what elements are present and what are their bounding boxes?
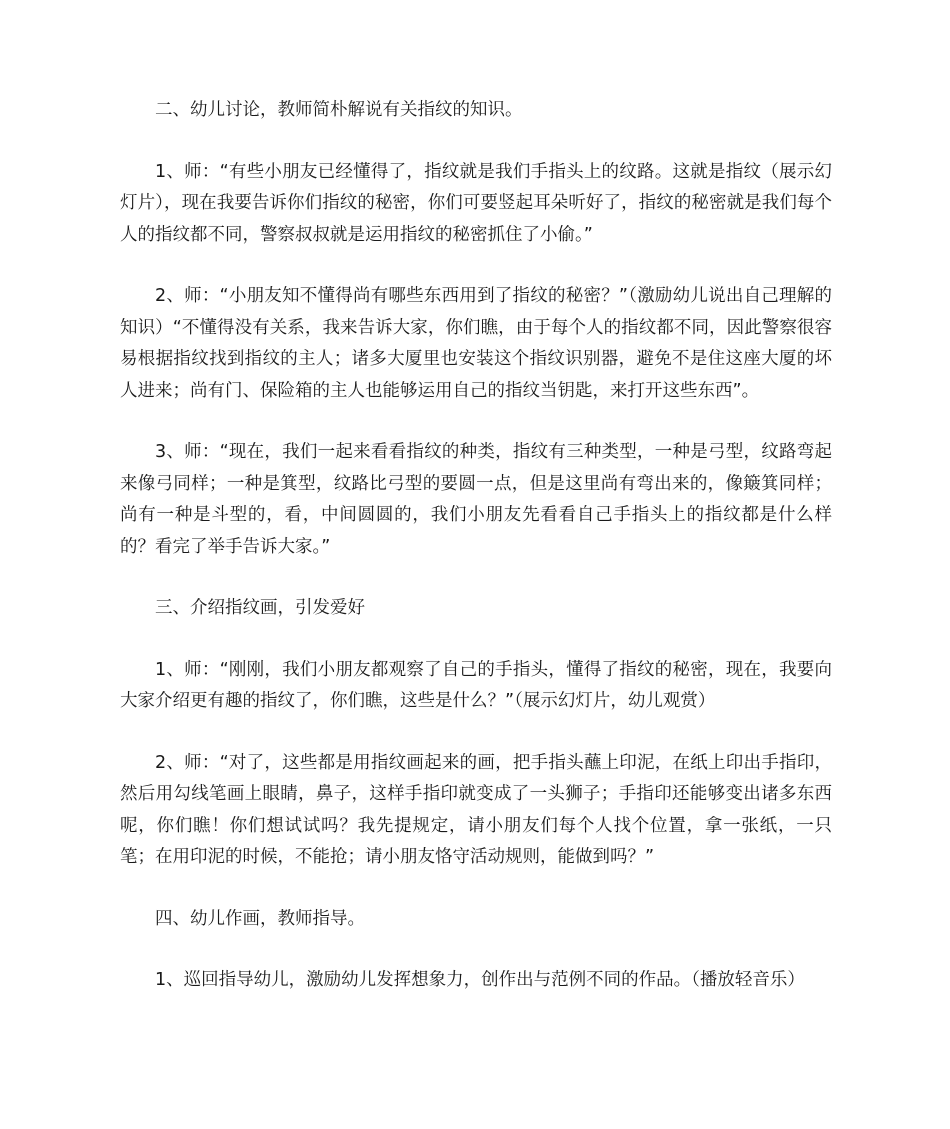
paragraph-fingerprint-uses: 2、师：“小朋友知不懂得尚有哪些东西用到了指纹的秘密？”（激励幼儿说出自己理解的知识）“不懂得没有关系，我来告诉大家，你们瞧，由于每个人的指纹都不同，因此警察很容易根据指纹找到指纹的主人；诸多大厦里也安装这个指纹识别器，避免不是住这座大厦的坏人进来；尚有门、保险箱的主人也能够运用自己的指纹当钥匙，来打开这些东西”。	[120, 286, 832, 401]
paragraph-painting-rules: 2、师：“对了，这些都是用指纹画起来的画，把手指头蘸上印泥，在纸上印出手指印，然后用勾线笔画上眼睛，鼻子，这样手指印就变成了一头狮子；手指印还能够变出诸多东西呢，你们瞧！你们想试试吗？我先提规定，请小朋友们每个人找个位置，拿一张纸，一只笔；在用印泥的时候，不能抢；请小朋友恪守活动规则，能做到吗？”	[120, 752, 832, 867]
paragraph-fingerprint-types: 3、师：“现在，我们一起来看看指纹的种类，指纹有三种类型，一种是弓型，纹路弯起来像弓同样；一种是箕型，纹路比弓型的要圆一点，但是这里尚有弯出来的，像簸箕同样；尚有一种是斗型的，看，中间圆圆的，我们小朋友先看看自己手指头上的指纹都是什么样的？看完了举手告诉大家。”	[120, 442, 832, 557]
section-heading-child-drawing: 四、幼儿作画，教师指导。	[155, 908, 365, 929]
section-heading-fingerprint-painting: 三、介绍指纹画，引发爱好	[155, 598, 365, 618]
paragraph-fingerprint-intro: 1、师：“有些小朋友已经懂得了，指纹就是我们手指头上的纹路。这就是指纹（展示幻灯片），现在我要告诉你们指纹的秘密，你们可要竖起耳朵听好了，指纹的秘密就是我们每个人的指纹都不同，警察叔叔就是运用指纹的秘密抓住了小偷。”	[120, 161, 832, 245]
paragraph-painting-intro: 1、师：“刚刚，我们小朋友都观察了自己的手指头，懂得了指纹的秘密，现在，我要向大家介绍更有趣的指纹了，你们瞧，这些是什么？”（展示幻灯片，幼儿观赏）	[120, 659, 832, 711]
document-body	[120, 95, 832, 1027]
section-heading-discussion: 二、幼儿讨论，教师简朴解说有关指纹的知识。	[155, 100, 523, 120]
paragraph-teacher-guidance: 1、巡回指导幼儿，激励幼儿发挥想象力，创作出与范例不同的作品。（播放轻音乐）	[155, 970, 805, 990]
